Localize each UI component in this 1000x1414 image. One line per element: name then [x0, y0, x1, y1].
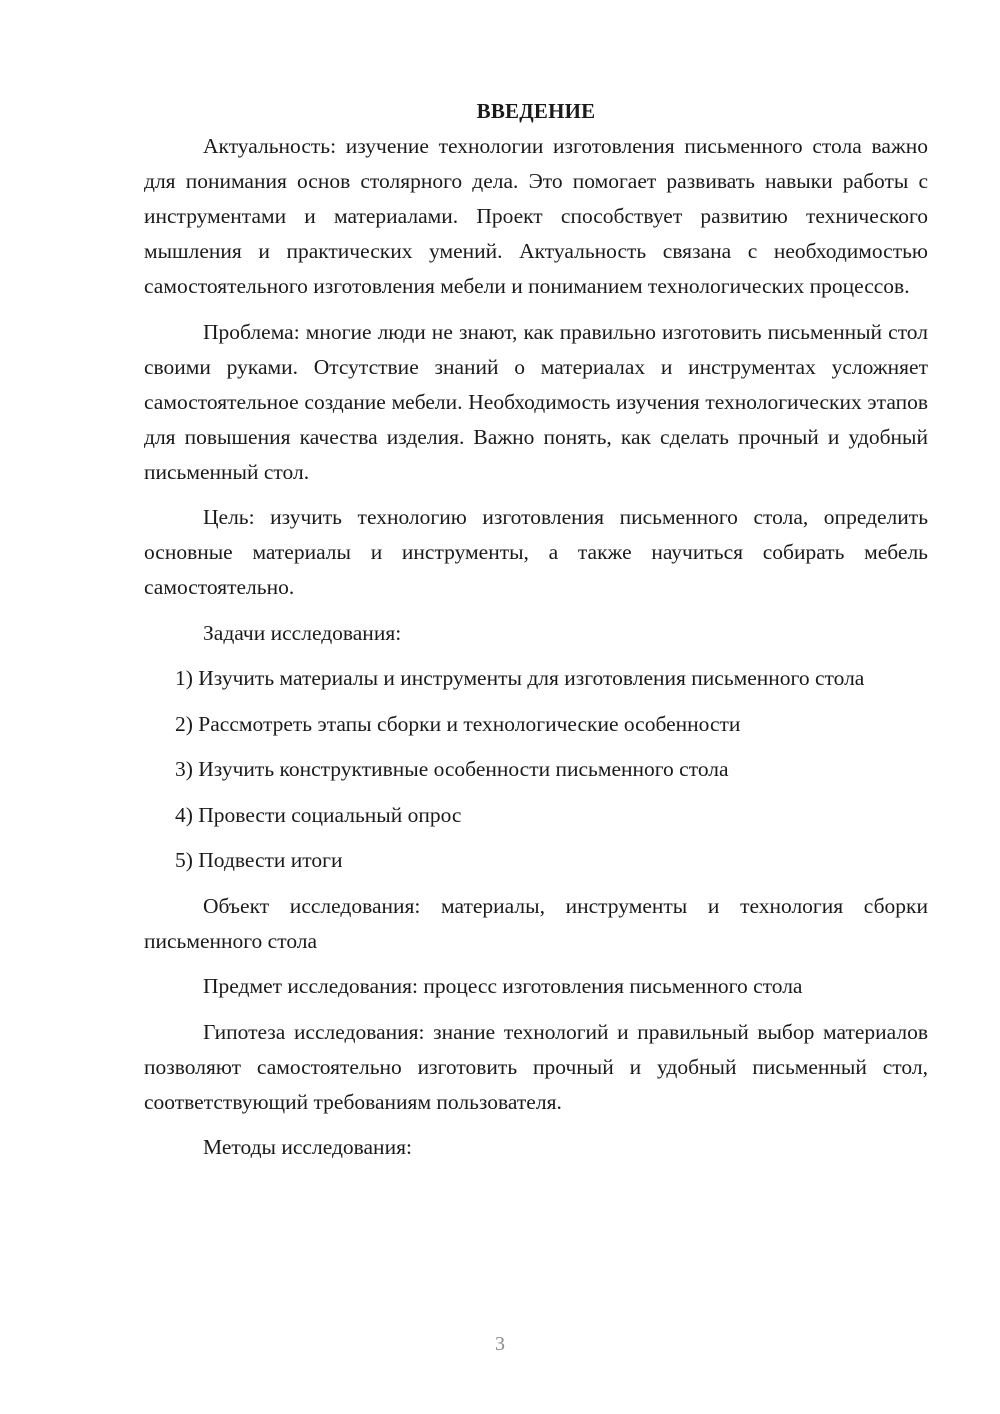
methods-heading: Методы исследования:	[203, 1135, 412, 1159]
document-page	[144, 94, 928, 1165]
relevance-paragraph: Актуальность: изучение технологии изготовления письменного стола важно для понимания основ столярного дела. Это помогает развивать навыки работы с инструментами и материалами. Проект способствует развитию технического мышления и практических умений. Актуальность связана с необходимостью самостоятельного изготовления мебели и пониманием технологических процессов.	[144, 134, 928, 298]
tasks-heading: Задачи исследования:	[203, 620, 402, 645]
task-item-3: 3) Изучить конструктивные особенности письменного стола	[175, 757, 729, 781]
task-item-4: 4) Провести социальный опрос	[175, 802, 462, 827]
hypothesis-paragraph: Гипотеза исследования: знание технологий и правильный выбор материалов позволяют самостоятельно изготовить прочный и удобный письменный стол, соответствующий требованиям пользователя.	[144, 1019, 928, 1114]
problem-paragraph: Проблема: многие люди не знают, как правильно изготовить письменный стол своими руками. Отсутствие знаний о материалах и инструментах усложняет самостоятельное создание мебели. Необходимость изучения технологических этапов для повышения качества изделия. Важно понять, как сделать прочный и удобный письменный стол.	[144, 319, 928, 484]
subject-paragraph: Предмет исследования: процесс изготовления письменного стола	[203, 974, 803, 998]
task-item-1: 1) Изучить материалы и инструменты для изготовления письменного стола	[175, 666, 865, 690]
page-number: 3	[495, 1333, 505, 1355]
task-item-5: 5) Подвести итоги	[175, 848, 343, 872]
task-item-2: 2) Рассмотреть этапы сборки и технологические особенности	[175, 711, 741, 736]
goal-paragraph: Цель: изучить технологию изготовления письменного стола, определить основные материалы и инструменты, а также научиться собирать мебель самостоятельно.	[144, 505, 928, 599]
object-paragraph: Объект исследования: материалы, инструменты и технология сборки письменного стола	[144, 893, 928, 953]
page-title: ВВЕДЕНИЕ	[476, 99, 596, 123]
